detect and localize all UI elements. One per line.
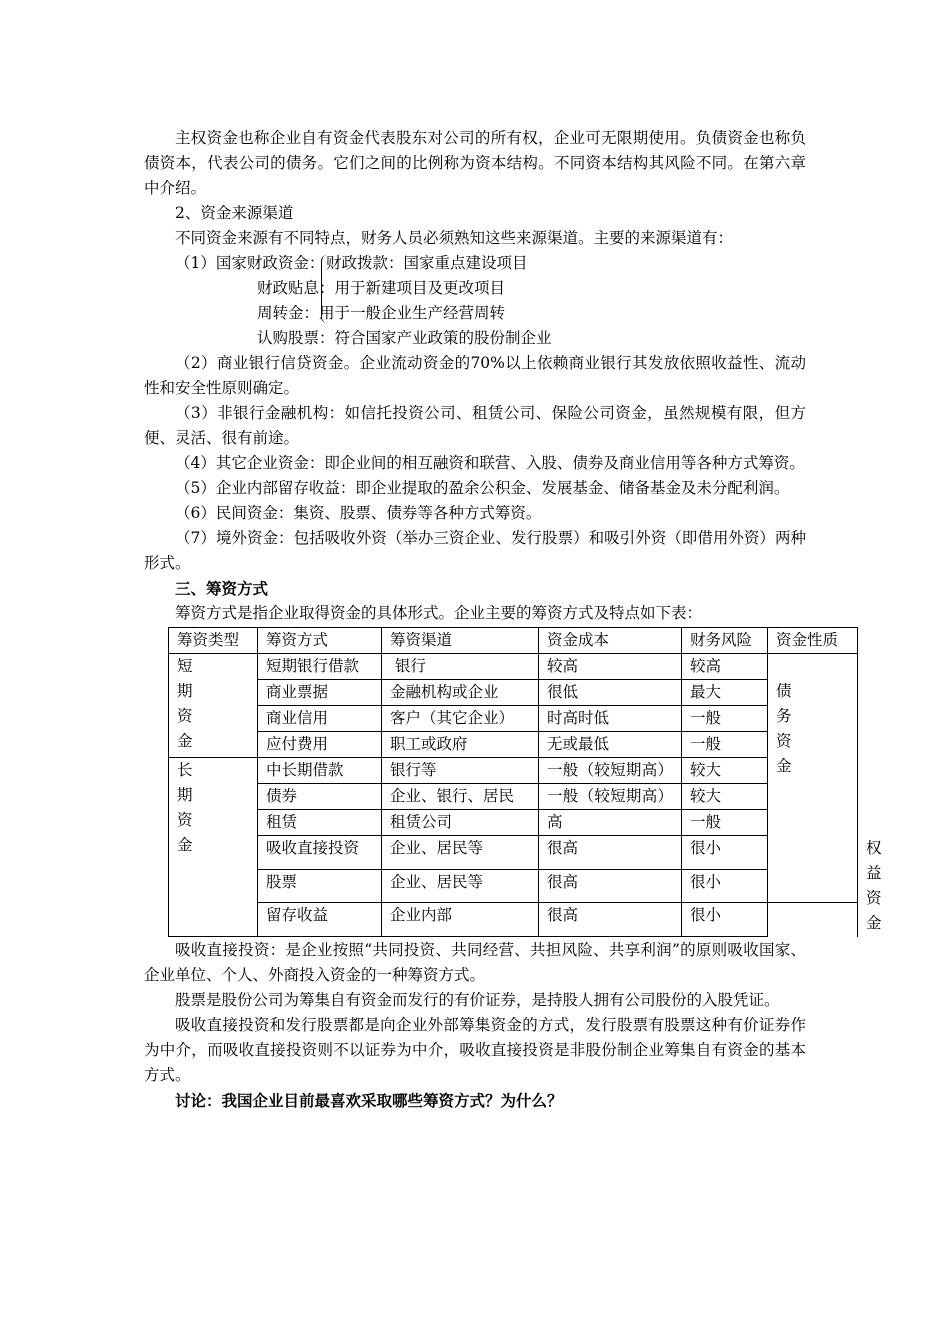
table-cell: 职工或政府: [382, 732, 539, 758]
state-funds-item: 财政拨款：国家重点建设项目: [326, 254, 528, 272]
table-cell: 一般: [682, 732, 768, 758]
table-row: [169, 903, 858, 937]
type-long-term: 长 期 资 金: [169, 758, 258, 937]
table-cell: 商业信用: [258, 706, 382, 732]
heading-financing-methods: 三、筹资方式: [175, 579, 269, 598]
state-funds-item: 财政贴息：用于新建项目及更改项目: [257, 279, 506, 297]
table-cell: 银行: [382, 654, 539, 680]
table-header: 筹资类型: [169, 628, 258, 654]
table-row: [169, 706, 858, 732]
table-cell: 无或最低: [539, 732, 682, 758]
table-cell: 企业、居民等: [382, 869, 539, 903]
table-cell: 高: [539, 810, 682, 836]
type-short-term: 短 期 资 金: [169, 654, 258, 758]
table-cell: 很低: [539, 680, 682, 706]
paragraph-direct-investment: 吸收直接投资：是企业按照“共同投资、共同经营、共担风险、共享利润”的原则吸收国家、企业单位、个人、外商投入资金的一种筹资方式。: [144, 941, 806, 984]
state-funds-block: [144, 251, 806, 351]
paragraph-stocks: 股票是股份公司为筹集自有资金而发行的有价证券，是持股人拥有公司股份的入股凭证。: [175, 991, 780, 1009]
table-cell: 很高: [539, 869, 682, 903]
table-cell: 股票: [258, 869, 382, 903]
table-cell: 短期银行借款: [258, 654, 382, 680]
discussion-question: 讨论：我国企业目前最喜欢采取哪些筹资方式？为什么？: [175, 1091, 563, 1110]
table-cell: 租赁: [258, 810, 382, 836]
table-cell: 债券: [258, 784, 382, 810]
table-cell: 一般（较短期高）: [539, 758, 682, 784]
table-cell: 很小: [682, 903, 768, 937]
source-item-4: （4）其它企业资金：即企业间的相互融资和联营、入股、债券及商业信用等各种方式筹资。: [175, 454, 805, 472]
table-row: [169, 869, 858, 903]
table-cell: 较高: [539, 654, 682, 680]
table-cell: 最大: [682, 680, 768, 706]
table-cell: 一般（较短期高）: [539, 784, 682, 810]
table-header-row: [169, 628, 858, 654]
document-page: [144, 126, 882, 1113]
table-cell: 客户（其它企业）: [382, 706, 539, 732]
table-cell: 很小: [682, 869, 768, 903]
table-cell: 银行等: [382, 758, 539, 784]
source-item-6: （6）民间资金：集资、股票、债券等各种方式筹资。: [175, 504, 542, 522]
table-cell: 较大: [682, 758, 768, 784]
brace-symbol: [321, 255, 330, 323]
table-cell: 吸收直接投资: [258, 836, 382, 870]
state-funds-label: （1）国家财政资金：: [175, 254, 325, 272]
paragraph-sources-intro: 不同资金来源有不同特点，财务人员必须熟知这些来源渠道。主要的来源渠道有：: [175, 229, 734, 247]
heading-fund-sources: 2、资金来源渠道: [175, 204, 294, 222]
table-cell: 企业、银行、居民: [382, 784, 539, 810]
table-cell: 较高: [682, 654, 768, 680]
source-item-7: （7）境外资金：包括吸收外资（举办三资企业、发行股票）和吸引外资（即借用外资）两种形式。: [144, 529, 806, 572]
table-cell: 较大: [682, 784, 768, 810]
table-cell: 很高: [539, 903, 682, 937]
state-funds-item: 认购股票：符合国家产业政策的股份制企业: [257, 329, 552, 347]
table-cell: 应付费用: [258, 732, 382, 758]
paragraph-methods-intro: 筹资方式是指企业取得资金的具体形式。企业主要的筹资方式及特点如下表：: [175, 604, 703, 622]
table-cell: 很高: [539, 836, 682, 870]
table-row: [169, 758, 858, 784]
source-item-2: （2）商业银行信贷资金。企业流动资金的70%以上依赖商业银行其发放依照收益性、流动性和安全性原则确定。: [144, 354, 806, 397]
table-cell: 金融机构或企业: [382, 680, 539, 706]
table-row: [169, 654, 858, 680]
source-item-3: （3）非银行金融机构：如信托投资公司、租赁公司、保险公司资金，虽然规模有限，但方便、灵活、很有前途。: [144, 404, 806, 447]
table-cell: 很小: [682, 836, 768, 870]
table-row: 吸收直接投资 企业、居民等 很高 很小 权益 资金: [169, 836, 858, 870]
table-cell: 时高时低: [539, 706, 682, 732]
table-row: [169, 784, 858, 810]
table-header: 资金成本: [539, 628, 682, 654]
table-row: [169, 680, 858, 706]
table-header: 财务风险: [682, 628, 768, 654]
table-cell: 留存收益: [258, 903, 382, 937]
table-header: 筹资渠道: [382, 628, 539, 654]
table-row: [169, 732, 858, 758]
financing-methods-table: [168, 627, 882, 937]
state-funds-item: 周转金：用于一般企业生产经营周转: [257, 304, 506, 322]
table-cell: 商业票据: [258, 680, 382, 706]
source-item-5: （5）企业内部留存收益：即企业提取的盈余公积金、发展基金、储备基金及未分配利润。: [175, 479, 790, 497]
table-header: 资金性质: [768, 628, 858, 654]
paragraph-capital-structure: 主权资金也称企业自有资金代表股东对公司的所有权，企业可无限期使用。负债资金也称负债资本，代表公司的债务。它们之间的比例称为资本结构。不同资本结构其风险不同。在第六章中介绍。: [144, 129, 806, 197]
table-cell: 一般: [682, 706, 768, 732]
table-cell: 中长期借款: [258, 758, 382, 784]
table-cell: 租赁公司: [382, 810, 539, 836]
table-cell: 企业内部: [382, 903, 539, 937]
paragraph-comparison: 吸收直接投资和发行股票都是向企业外部筹集资金的方式，发行股票有股票这种有价证券作为中介，而吸收直接投资则不以证券为中介，吸收直接投资是非股份制企业筹集自有资金的基本方式。: [144, 1016, 806, 1084]
table-cell: 企业、居民等: [382, 836, 539, 870]
table-header: 筹资方式: [258, 628, 382, 654]
nature-debt: 债 务 资 金: [768, 654, 858, 903]
table-cell: 一般: [682, 810, 768, 836]
table-row: [169, 810, 858, 836]
